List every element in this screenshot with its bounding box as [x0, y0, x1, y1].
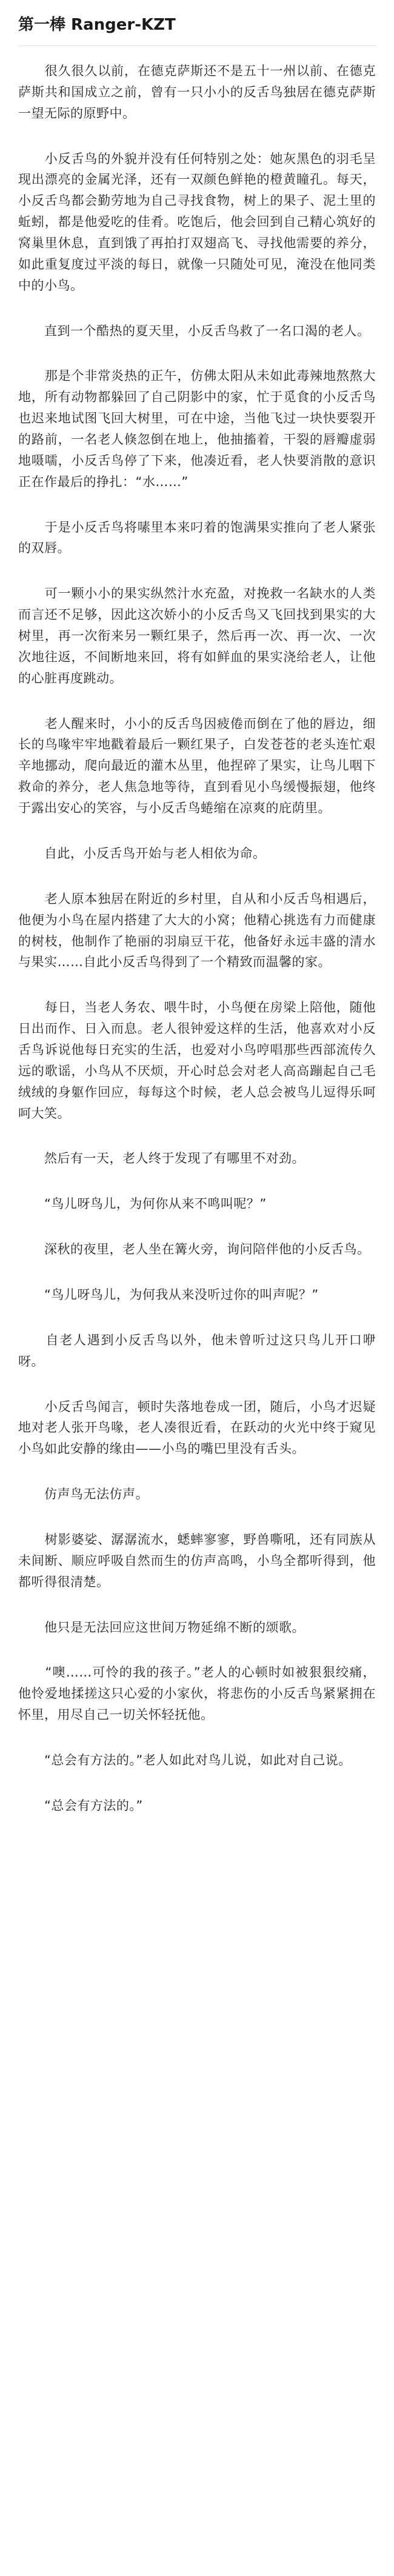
story-paragraph: 那是个非常炎热的正午，仿佛太阳从未如此毒辣地熬熬大地，所有动物都躲回了自己阴影中的家，忙于觅食的小反舌鸟也迟来地试图飞回大树里，可在中途，当他飞过一块快要裂开的路前，一名老人倏忽倒在地上，他抽搐着，干裂的唇瓣虚弱地嗫嚅，小反舌鸟停了下来，他凑近看，老人快要消散的意识正在作最后的挣扎：“水……” [18, 369, 376, 489]
story-paragraph: 老人原本独居在附近的乡村里，自从和小反舌鸟相遇后，他便为小鸟在屋内搭建了大大的小窝；他精心挑选有力而健康的树枝，他制作了艳丽的羽扇豆干花，他备好永远丰盛的清水与果实……自此小反舌鸟得到了一个精致而温馨的家。 [18, 891, 376, 970]
story-paragraph: 直到一个酷热的夏天里，小反舌鸟救了一名口渴的老人。 [18, 323, 370, 338]
story-paragraph: 他只是无法回应这世间万物延绵不断的颂歌。 [18, 1620, 305, 1635]
story-paragraph: 于是小反舌鸟将嗉里本来叼着的饱满果实推向了老人紧张的双唇。 [18, 519, 376, 556]
story-paragraph: 老人醒来时，小小的反舌鸟因疲倦而倒在了他的唇边，细长的鸟喙牢牢地戳着最后一颗红果子，白发苍苍的老头连忙艰辛地挪动，爬向最近的灌木丛里，他捏碎了果实，让鸟儿咽下救命的养分，老人焦急地等待，直到看见小鸟缓慢振翅，他终于露出安心的笑容，与小反舌鸟蜷缩在凉爽的庇荫里。 [18, 716, 376, 816]
story-paragraph: “总会有方法的。” [18, 1798, 143, 1813]
story-paragraph: 然后有一天，老人终于发现了有哪里不对劲。 [18, 1151, 305, 1166]
article-body [18, 61, 376, 1817]
story-paragraph: 每日，当老人务农、喂牛时，小鸟便在房梁上陪他，随他日出而作、日入而息。老人很钟爱这样的生活，他喜欢对小反舌鸟诉说他每日充实的生活，也爱对小鸟哼唱那些西部流传久远的歌谣，小鸟从不厌烦，开心时总会对老人高高蹦起自己毛绒绒的身躯作回应，每每这个时候，老人总会被鸟儿逗得乐呵呵大笑。 [18, 1000, 376, 1121]
story-paragraph: 仿声鸟无法仿声。 [18, 1487, 149, 1502]
story-paragraph: 很久很久以前，在德克萨斯还不是五十一州以前、在德克萨斯共和国成立之前，曾有一只小小的反舌鸟独居在德克萨斯一望无际的原野中。 [18, 64, 376, 121]
story-paragraph: 自此，小反舌鸟开始与老人相依为命。 [18, 846, 266, 861]
story-paragraph: “噢……可怜的我的孩子。”老人的心顿时如被狠狠绞痛，他怜爱地揉搓这只心爱的小家伙，将悲伤的小反舌鸟紧紧拥在怀里，用尽自己一切关怀轻抚他。 [18, 1665, 376, 1723]
story-paragraph: “总会有方法的。”老人如此对鸟儿说，如此对自己说。 [18, 1752, 352, 1767]
story-paragraph: “鸟儿呀鸟儿，为何你从来不鸣叫呢？” [18, 1196, 267, 1212]
story-paragraph: 深秋的夜里，老人坐在篝火旁，询问陪伴他的小反舌鸟。 [18, 1242, 370, 1257]
story-paragraph: 可一颗小小的果实纵然汁水充盈，对挽救一名缺水的人类而言还不足够，因此这次娇小的小反舌鸟又飞回找到果实的大树里，再一次衔来另一颗红果子，然后再一次、再一次、一次次地往返，不间断地来回，将有如鲜血的果实浇给老人，让他的心脏再度跳动。 [18, 586, 376, 686]
story-paragraph: 自老人遇到小反舌鸟以外，他未曾听过这只鸟儿开口咿呀。 [18, 1332, 376, 1369]
chapter-title: 第一棒 Ranger-KZT [18, 16, 176, 34]
story-paragraph: 树影婆娑、潺潺流水，蟋蟀寥寥，野兽嘶吼，还有同族从未间断、顺应呼吸自然而生的仿声高鸣，小鸟全都听得到，他都听得很清楚。 [18, 1532, 376, 1589]
story-paragraph: “鸟儿呀鸟儿，为何我从来没听过你的叫声呢？” [18, 1287, 319, 1302]
story-paragraph: 小反舌鸟闻言，顿时失落地卷成一团，随后，小鸟才迟疑地对老人张开鸟喙，老人凑很近看，在跃动的火光中终于窥见小鸟如此安静的缘由——小鸟的嘴巴里没有舌头。 [18, 1399, 376, 1457]
story-paragraph: 小反舌鸟的外貌并没有任何特别之处：她灰黑色的羽毛呈现出漂亮的金属光泽，还有一双颜色鲜艳的橙黄瞳孔。每天，小反舌鸟都会勤劳地为自己寻找食物，树上的果子、泥土里的蚯蚓，都是他爱吃的佳肴。吃饱后，他会回到自己精心筑好的窝巢里休息，直到饿了再拍打双翅高飞、寻找他需要的养分，如此重复度过平淡的每日，就像一只随处可见，淹没在他同类中的小鸟。 [18, 151, 376, 293]
title-divider [18, 45, 376, 46]
